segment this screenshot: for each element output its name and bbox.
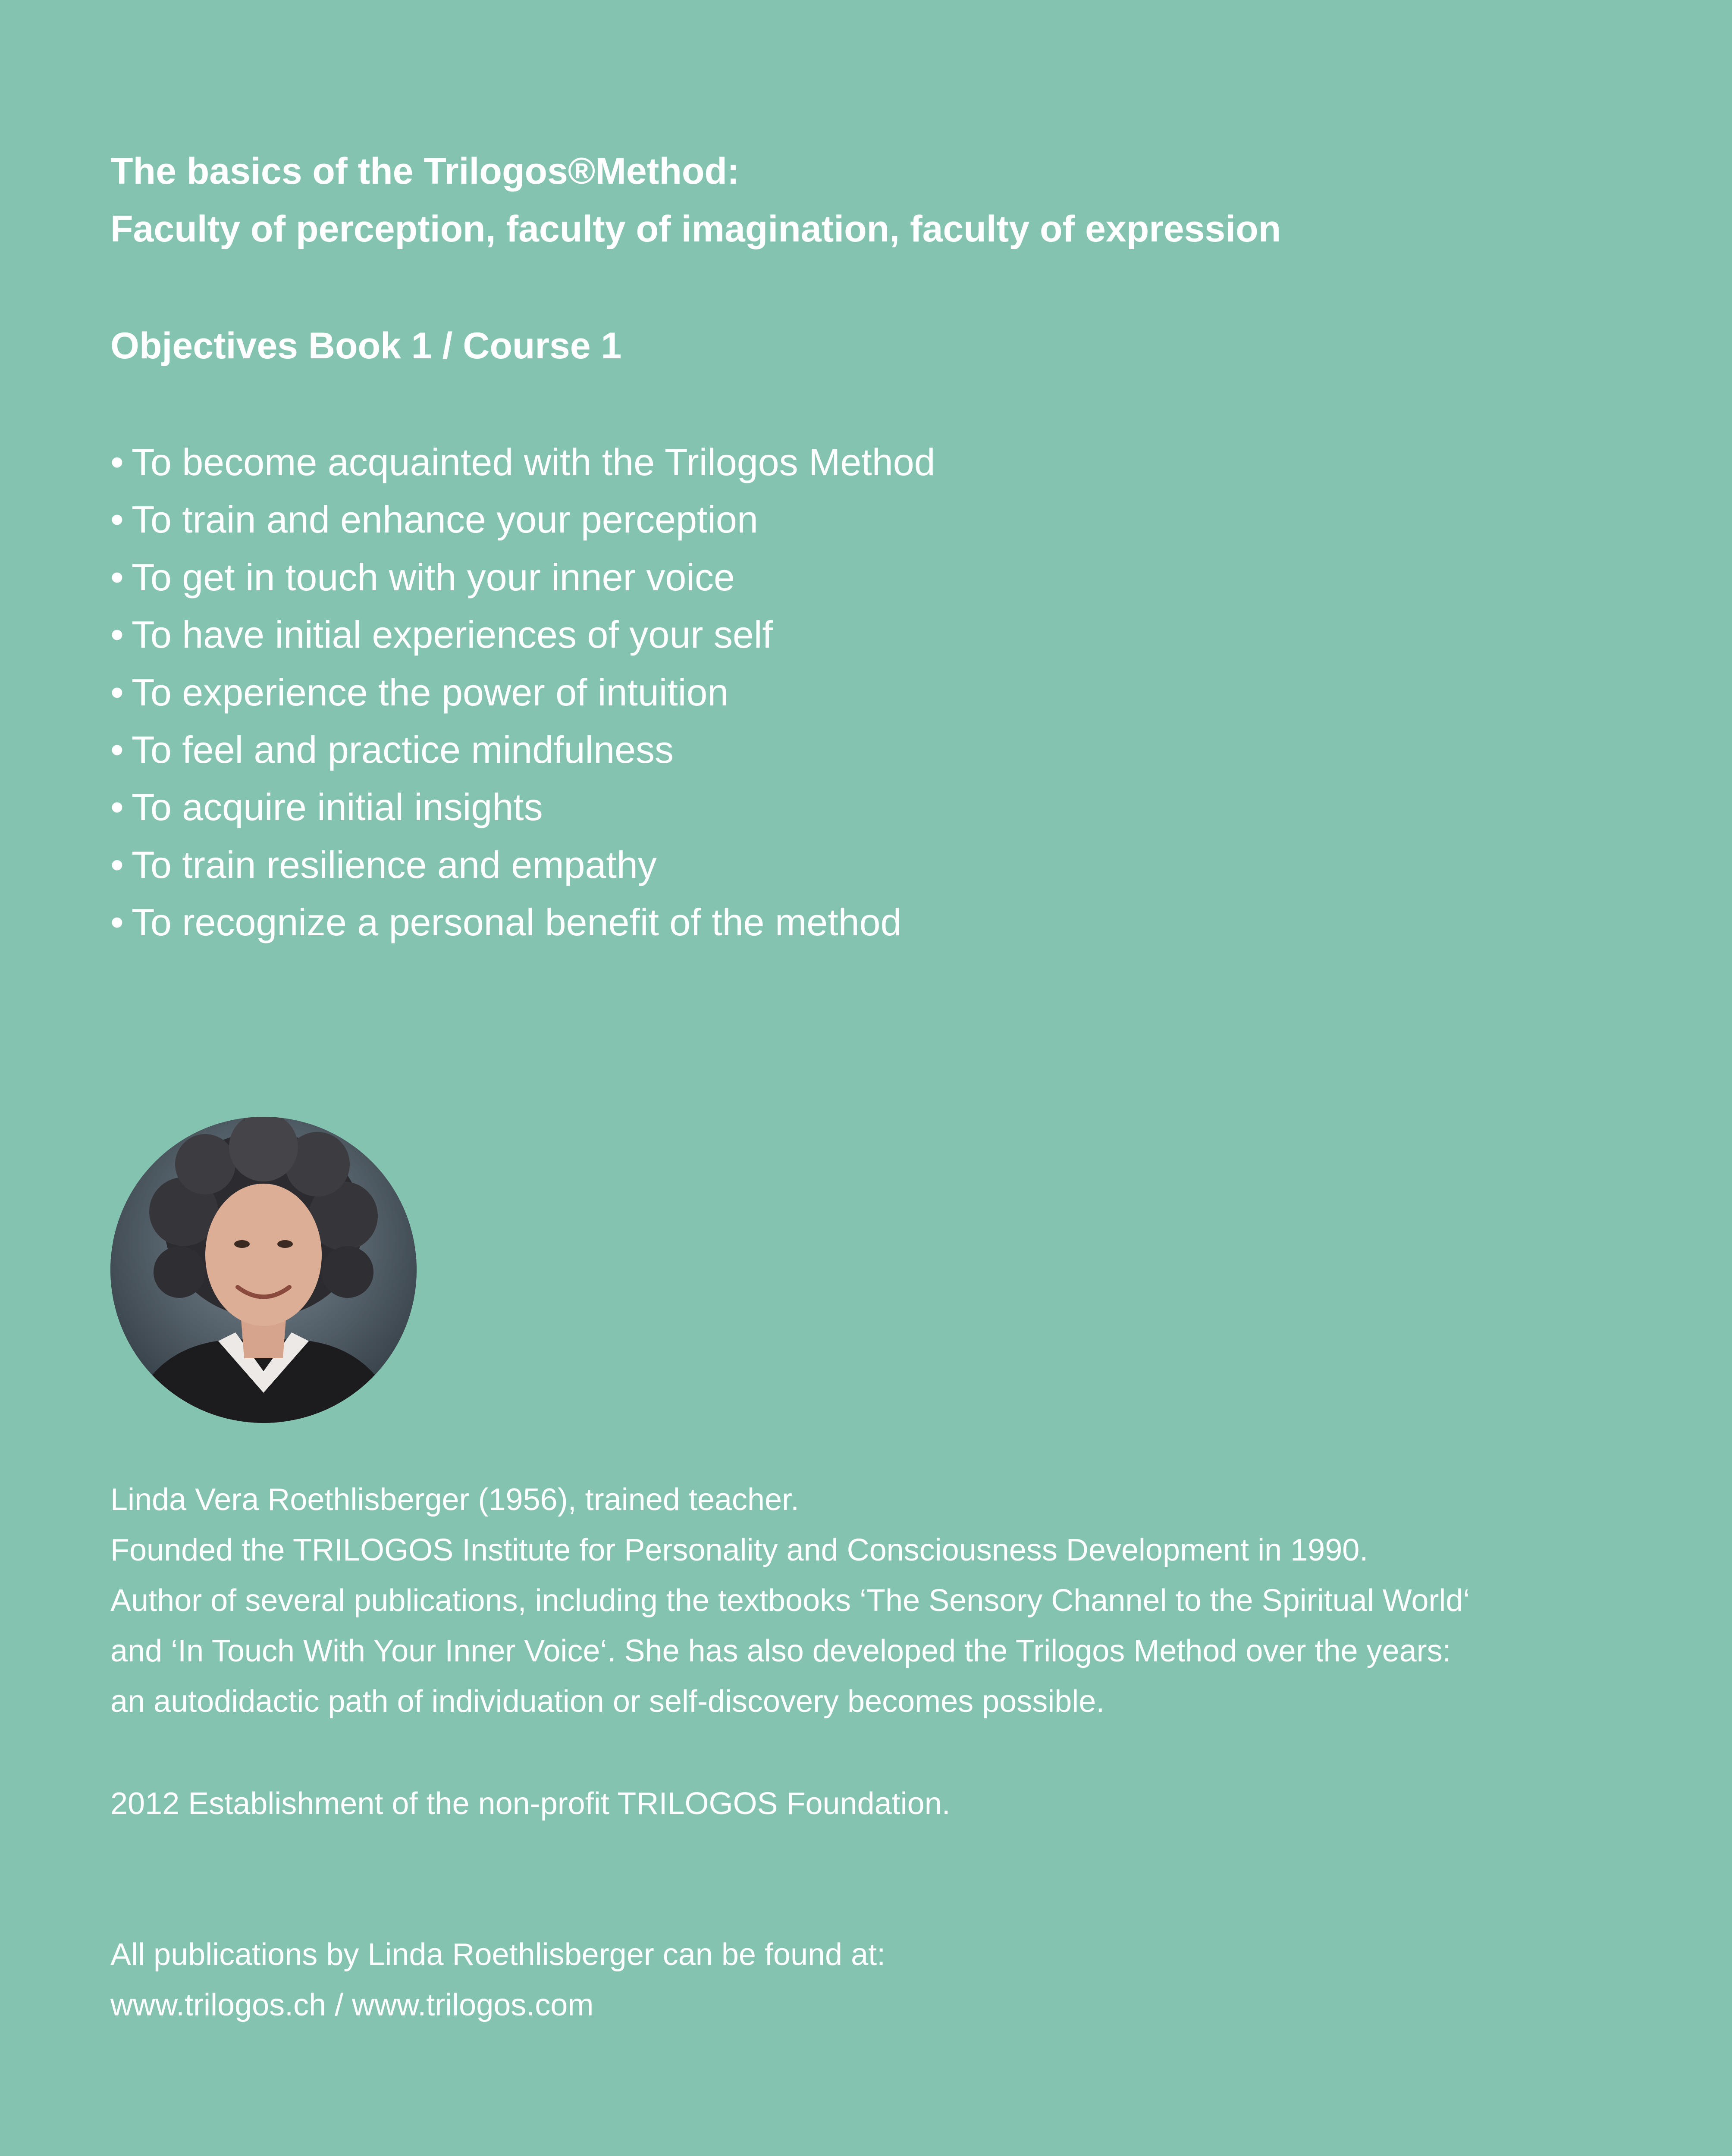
- objective-item: • To get in touch with your inner voice: [110, 548, 935, 606]
- objectives-heading: Objectives Book 1 / Course 1: [110, 325, 622, 367]
- bio-line: and ‘In Touch With Your Inner Voice‘. She has also developed the Trilogos Method over the years:: [110, 1634, 1451, 1668]
- publications-link[interactable]: www.trilogos.ch / www.trilogos.com: [110, 1988, 594, 2022]
- objective-item: • To have initial experiences of your self: [110, 606, 935, 663]
- objective-item: • To acquire initial insights: [110, 778, 935, 836]
- author-portrait-icon: [110, 1117, 417, 1423]
- author-bio: [110, 1475, 1470, 1727]
- foundation-line: 2012 Establishment of the non-profit TRILOGOS Foundation.: [110, 1786, 951, 1821]
- title-line-2: Faculty of perception, faculty of imagination, faculty of expression: [110, 208, 1281, 250]
- objective-item: • To train and enhance your perception: [110, 491, 935, 548]
- author-photo: [110, 1117, 417, 1423]
- bio-line: Author of several publications, including the textbooks ‘The Sensory Channel to the Spiritual World‘: [110, 1583, 1470, 1618]
- objective-item: • To experience the power of intuition: [110, 664, 935, 721]
- objectives-list: [110, 433, 935, 951]
- publications-block: [110, 1930, 885, 2031]
- objective-item: • To feel and practice mindfulness: [110, 721, 935, 778]
- objective-item: • To train resilience and empathy: [110, 836, 935, 893]
- title-line-1: The basics of the Trilogos®Method:: [110, 150, 740, 192]
- bio-line: Linda Vera Roethlisberger (1956), trained teacher.: [110, 1482, 800, 1517]
- objective-item: • To recognize a personal benefit of the method: [110, 893, 935, 951]
- publications-line: All publications by Linda Roethlisberger can be found at:: [110, 1937, 886, 1972]
- title-block: [110, 142, 1281, 258]
- bio-line: an autodidactic path of individuation or self-discovery becomes possible.: [110, 1684, 1105, 1719]
- objective-item: • To become acquainted with the Trilogos Method: [110, 433, 935, 491]
- bio-line: Founded the TRILOGOS Institute for Personality and Consciousness Development in 1990.: [110, 1533, 1368, 1567]
